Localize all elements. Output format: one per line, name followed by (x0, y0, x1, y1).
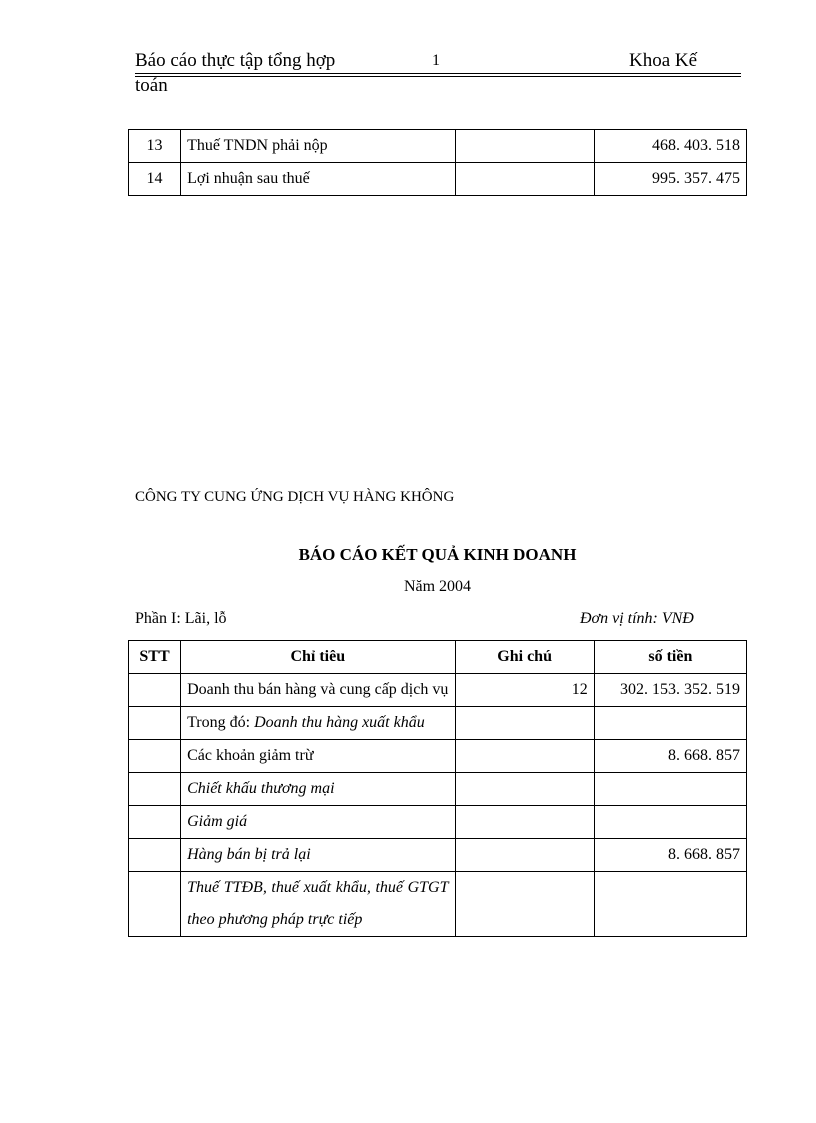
table-row (129, 773, 747, 806)
cell-name: Thuế TTĐB, thuế xuất khẩu, thuế GTGT theo phương pháp trực tiếp (181, 872, 455, 937)
cell-note (455, 773, 594, 806)
cell-name (181, 707, 455, 740)
header-amount: số tiền (594, 641, 746, 674)
table-row (129, 707, 747, 740)
report-year: Năm 2004 (403, 578, 472, 595)
cell-stt (129, 872, 181, 937)
header-left-title: Báo cáo thực tập tổng hợp (135, 50, 336, 71)
cell-note (455, 806, 594, 839)
cell-name: Chiết khấu thương mại (181, 773, 455, 806)
cell-note: 12 (455, 674, 594, 707)
cell-amount: 995. 357. 475 (594, 163, 746, 196)
cell-name: Lợi nhuận sau thuế (181, 163, 455, 196)
top-table (128, 129, 747, 196)
cell-name: Giảm giá (181, 806, 455, 839)
cell-stt (129, 707, 181, 740)
cell-amount (594, 806, 746, 839)
header-right-title-wrap: toán (135, 75, 168, 96)
cell-amount: 468. 403. 518 (594, 130, 746, 163)
header-note: Ghi chú (455, 641, 594, 674)
cell-amount: 8. 668. 857 (594, 740, 746, 773)
table-header-row (129, 641, 747, 674)
cell-amount (594, 872, 746, 937)
cell-note (455, 872, 594, 937)
cell-name-italic: Doanh thu hàng xuất khẩu (254, 714, 425, 731)
cell-stt (129, 806, 181, 839)
cell-stt (129, 839, 181, 872)
header-rule (135, 73, 741, 74)
cell-stt (129, 740, 181, 773)
table-row (129, 872, 747, 937)
cell-note (455, 839, 594, 872)
cell-amount (594, 773, 746, 806)
report-title: BÁO CÁO KẾT QUẢ KINH DOANH (298, 545, 577, 564)
table-row (129, 740, 747, 773)
page-number: 1 (432, 52, 440, 69)
table-row (129, 163, 747, 196)
cell-note (455, 707, 594, 740)
cell-note (455, 130, 594, 163)
cell-note (455, 740, 594, 773)
unit-label: Đơn vị tính: VNĐ (580, 610, 694, 627)
cell-stt (129, 773, 181, 806)
cell-name: Các khoản giảm trừ (181, 740, 455, 773)
company-name: CÔNG TY CUNG ỨNG DỊCH VỤ HÀNG KHÔNG (135, 489, 455, 505)
cell-stt (129, 674, 181, 707)
table-row (129, 130, 747, 163)
table-row (129, 674, 747, 707)
cell-amount (594, 707, 746, 740)
cell-note (455, 163, 594, 196)
cell-amount: 302. 153. 352. 519 (594, 674, 746, 707)
header-rule-double (135, 76, 741, 77)
header-right-title: Khoa Kế (629, 50, 698, 71)
cell-amount: 8. 668. 857 (594, 839, 746, 872)
cell-name: Hàng bán bị trả lại (181, 839, 455, 872)
cell-stt: 14 (129, 163, 181, 196)
header-name: Chỉ tiêu (181, 641, 455, 674)
table-row (129, 839, 747, 872)
cell-stt: 13 (129, 130, 181, 163)
section-label: Phần I: Lãi, lỗ (135, 610, 227, 627)
cell-name: Thuế TNDN phải nộp (181, 130, 455, 163)
cell-name: Doanh thu bán hàng và cung cấp dịch vụ (181, 674, 455, 707)
income-statement-table (128, 640, 747, 937)
cell-name-prefix: Trong đó: (187, 714, 255, 731)
header-stt: STT (129, 641, 181, 674)
table-row (129, 806, 747, 839)
